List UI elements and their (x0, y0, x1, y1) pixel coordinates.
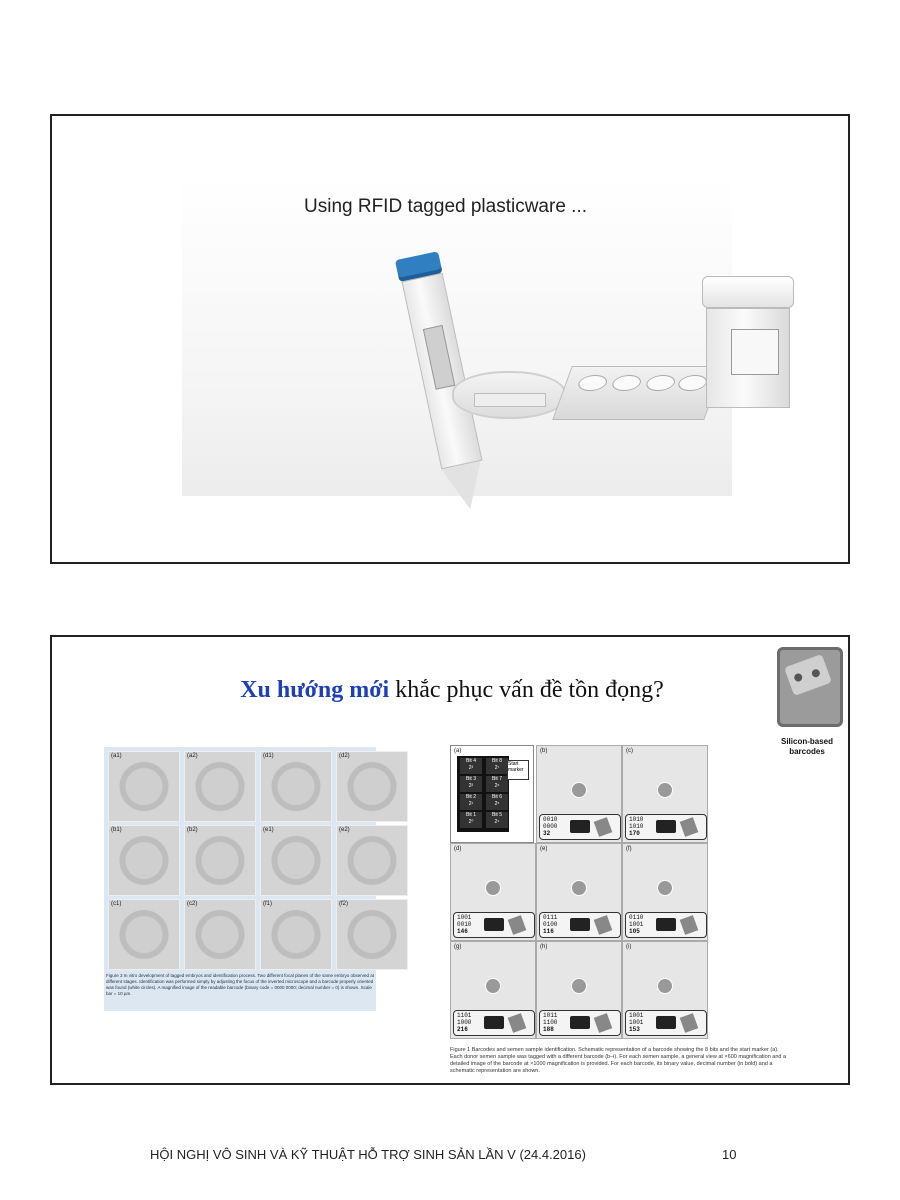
embryo-image (184, 825, 256, 896)
embryo-image-label: (d2) (339, 753, 350, 759)
barcode-bit: Bit 7 2⁶ (486, 776, 508, 792)
page-number: 10 (722, 1147, 737, 1162)
embryo-image (108, 899, 180, 970)
well-plate-image (552, 366, 724, 420)
well (576, 375, 610, 391)
barcode-symbol-icon (484, 918, 504, 931)
barcode-marker-circle (485, 880, 501, 896)
jar-body (706, 308, 790, 408)
embryo-image (336, 751, 408, 822)
panel-label: (d) (454, 846, 462, 852)
semen-sample-image (536, 941, 622, 1039)
barcode-info-bar (453, 912, 535, 938)
embryo-image (184, 751, 256, 822)
title-emphasis: Xu hướng mới (240, 677, 390, 703)
panel-label: (c) (626, 748, 633, 754)
decimal-value: 116 (543, 928, 554, 935)
barcode-schematic (450, 745, 534, 843)
title-rest: khắc phục vấn đề tồn đọng? (389, 677, 664, 703)
barcode-chip-icon (680, 817, 699, 837)
barcode-figure (450, 745, 708, 1045)
embryo-image (260, 899, 332, 970)
barcode-chip-icon (594, 1013, 613, 1033)
semen-sample-image (622, 843, 708, 941)
barcode-binary (629, 1012, 643, 1033)
barcode-info-bar (539, 1010, 621, 1036)
jar-label (731, 329, 779, 375)
embryo-image (260, 751, 332, 822)
barcode-bit: Bit 3 2² (460, 776, 482, 792)
chip-dot (793, 672, 803, 682)
barcode-bits (457, 756, 509, 832)
decimal-value: 153 (629, 1026, 640, 1033)
barcode-chip-icon (508, 1013, 527, 1033)
embryo-image-label: (e1) (263, 827, 274, 833)
chip-dot (811, 668, 821, 678)
panel-label: (h) (540, 944, 548, 950)
plasticware-photo (182, 176, 732, 496)
silicon-chip-image (777, 647, 843, 727)
slide-caption: Using RFID tagged plasticware ... (304, 196, 588, 217)
barcode-binary (457, 914, 471, 935)
barcode-marker-circle (657, 782, 673, 798)
panel-label: (a) (454, 748, 462, 754)
footer-text: HỘI NGHỊ VÔ SINH VÀ KỸ THUẬT HỖ TRỢ SINH SẢN LẦN V (24.4.2016) (150, 1147, 586, 1162)
binary-value: 0110 1001 (629, 914, 644, 928)
binary-value: 1101 1000 (457, 1012, 472, 1026)
embryo-image-label: (f1) (263, 901, 272, 907)
embryo-figure (104, 747, 376, 1011)
panel-label: (e) (540, 846, 548, 852)
barcode-bit: Bit 8 2⁷ (486, 758, 508, 774)
embryo-image-label: (d1) (263, 753, 274, 759)
barcode-binary (629, 816, 643, 837)
barcode-chip-icon (508, 915, 527, 935)
barcode-chip-icon (594, 817, 613, 837)
barcode-marker-circle (571, 782, 587, 798)
embryo-image (108, 751, 180, 822)
decimal-value: 146 (457, 928, 468, 935)
barcode-bit: Bit 1 2⁰ (460, 812, 482, 828)
barcode-marker-circle (571, 880, 587, 896)
embryo-image (184, 899, 256, 970)
barcode-info-bar (539, 814, 621, 840)
slide-title (52, 677, 852, 704)
embryo-image-label: (e2) (339, 827, 350, 833)
barcode-symbol-icon (570, 1016, 590, 1029)
specimen-jar-image (702, 276, 792, 406)
barcode-marker-circle (485, 978, 501, 994)
embryo-image-label: (c2) (187, 901, 198, 907)
barcode-symbol-icon (570, 918, 590, 931)
barcode-binary (629, 914, 643, 935)
decimal-value: 216 (457, 1026, 468, 1033)
barcode-info-bar (625, 912, 707, 938)
tube-body (401, 273, 482, 470)
barcode-chip-icon (680, 1013, 699, 1033)
barcode-info-bar (625, 1010, 707, 1036)
well (610, 375, 644, 391)
barcode-binary (457, 1012, 471, 1033)
barcode-chip-icon (680, 915, 699, 935)
embryo-image (260, 825, 332, 896)
embryo-image (336, 899, 408, 970)
slide-new-trend (50, 635, 850, 1085)
decimal-value: 105 (629, 928, 640, 935)
barcode-binary (543, 816, 557, 837)
decimal-value: 32 (543, 830, 551, 837)
embryo-image-label: (b1) (111, 827, 122, 833)
decimal-value: 170 (629, 830, 640, 837)
petri-dish-image (452, 371, 566, 419)
barcode-bit: Bit 4 2³ (460, 758, 482, 774)
rfid-tag (423, 325, 455, 390)
barcode-symbol-icon (656, 1016, 676, 1029)
panel-label: (g) (454, 944, 462, 950)
embryo-image-label: (c1) (111, 901, 122, 907)
panel-label: (b) (540, 748, 548, 754)
embryo-image-label: (a1) (111, 753, 122, 759)
dish-label (474, 393, 546, 407)
barcode-info-bar (539, 912, 621, 938)
start-marker: Start marker (507, 760, 529, 780)
barcode-symbol-icon (570, 820, 590, 833)
barcode-bit: Bit 2 2¹ (460, 794, 482, 810)
embryo-image (336, 825, 408, 896)
semen-sample-image (622, 745, 708, 843)
chip-caption: Silicon-based barcodes (780, 737, 833, 756)
barcode-marker-circle (657, 880, 673, 896)
barcode-symbol-icon (656, 820, 676, 833)
embryo-image-label: (b2) (187, 827, 198, 833)
barcode-bit: Bit 6 2⁵ (486, 794, 508, 810)
embryo-image-label: (f2) (339, 901, 348, 907)
binary-value: 1011 1100 (543, 1012, 558, 1026)
semen-sample-image (622, 941, 708, 1039)
barcode-marker-circle (657, 978, 673, 994)
barcode-symbol-icon (656, 918, 676, 931)
semen-sample-image (450, 941, 536, 1039)
binary-value: 0010 0000 (543, 816, 558, 830)
binary-value: 1010 1010 (629, 816, 644, 830)
semen-sample-image (536, 843, 622, 941)
barcode-binary (543, 1012, 557, 1033)
binary-value: 0111 0100 (543, 914, 558, 928)
embryo-image-label: (a2) (187, 753, 198, 759)
barcode-symbol-icon (484, 1016, 504, 1029)
decimal-value: 188 (543, 1026, 554, 1033)
barcode-bit: Bit 5 2⁴ (486, 812, 508, 828)
panel-label: (i) (626, 944, 632, 950)
semen-sample-image (450, 843, 536, 941)
barcode-binary (543, 914, 557, 935)
binary-value: 1001 0010 (457, 914, 472, 928)
slide-rfid-plasticware (50, 114, 850, 564)
embryo-image (108, 825, 180, 896)
tube-tip (441, 461, 489, 513)
barcode-marker-circle (571, 978, 587, 994)
well (644, 375, 678, 391)
panel-label: (f) (626, 846, 632, 852)
embryo-figure-caption: Figure 3 In vitro development of tagged embryos and identification process. Two different focal planes of the same embryo observed at different stages. Identification was performed simply by adjusting the focus of the inverted microscope and a barcode properly oriented was found (white circles). A magnified image of the readable barcode (binary code = 0000 0000; decimal number = 0) is shown. Scale bar = 10 µm. (106, 973, 374, 996)
binary-value: 1001 1001 (629, 1012, 644, 1026)
barcode-info-bar (625, 814, 707, 840)
barcode-chip-icon (594, 915, 613, 935)
semen-sample-image (536, 745, 622, 843)
barcode-figure-caption: Figure 1 Barcodes and semen sample identification. Schematic representation of a barcode showing the 8 bits and the start marker (a). Each donor semen sample was tagged with a different barcode (b–i). For each semen sample, a general view at ×600 magnification and a detailed image of the barcode at ×1000 magnification is provided. For each barcode, its binary value, decimal number (in bold) and a schematic representation are shown. (450, 1047, 787, 1074)
jar-lid (702, 276, 794, 308)
chip-barcode (784, 654, 832, 696)
barcode-info-bar (453, 1010, 535, 1036)
